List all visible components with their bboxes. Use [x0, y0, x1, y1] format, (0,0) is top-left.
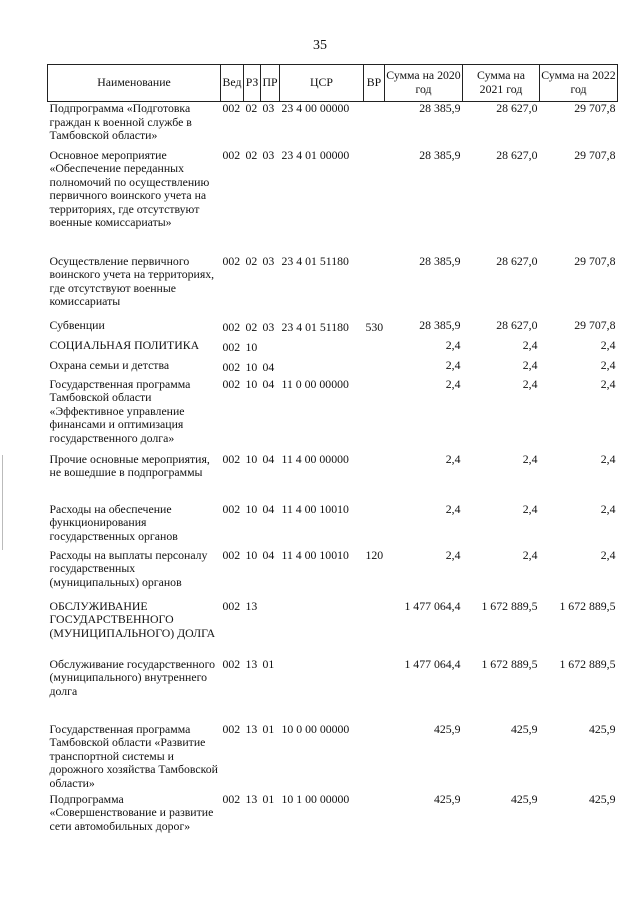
row-sum-2020: 28 385,9 — [419, 317, 461, 332]
row-sum-2021: 2,4 — [522, 357, 538, 372]
row-vr: 530 — [365, 319, 384, 334]
row-name: Прочие основные мероприятия, не вошедшие в подпрограммы — [49, 451, 210, 480]
row-sum-2022: 29 707,8 — [574, 253, 616, 268]
table-row — [48, 149, 618, 255]
row-pr: 03 — [262, 147, 275, 162]
row-pr: 04 — [262, 547, 275, 562]
row-csr: 11 4 00 00000 — [281, 451, 349, 466]
row-csr: 11 0 00 00000 — [281, 376, 349, 391]
header-sum-2020: Сумма на 2020 год — [385, 65, 463, 102]
table-row — [48, 319, 618, 339]
row-sum-2022: 425,9 — [588, 791, 616, 806]
row-ved: 002 — [222, 451, 241, 466]
row-csr — [280, 339, 364, 359]
row-vr — [364, 453, 385, 503]
table-row — [48, 658, 618, 723]
row-sum-2021: 425,9 — [510, 791, 538, 806]
row-pr: 04 — [262, 359, 275, 374]
table-row — [48, 600, 618, 658]
row-sum-2022: 1 672 889,5 — [559, 598, 616, 613]
row-sum-2021: 28 627,0 — [496, 253, 538, 268]
row-ved: 002 — [222, 656, 241, 671]
table-row — [48, 255, 618, 319]
row-ved: 002 — [222, 501, 241, 516]
row-ved: 002 — [222, 147, 241, 162]
table-row — [48, 453, 618, 503]
row-name: Охрана семьи и детства — [49, 357, 170, 372]
row-ved: 002 — [222, 101, 241, 115]
row-sum-2021: 2,4 — [522, 451, 538, 466]
row-sum-2022: 2,4 — [600, 357, 616, 372]
row-pr: 03 — [262, 253, 275, 268]
table-body — [48, 102, 618, 853]
row-pr — [261, 339, 280, 359]
row-vr — [364, 102, 385, 149]
row-sum-2021: 2,4 — [522, 547, 538, 562]
row-pr: 01 — [262, 721, 275, 736]
row-vr — [364, 503, 385, 549]
row-name: Обслуживание государственного (муниципального) внутреннего долга — [49, 656, 216, 698]
row-sum-2021: 2,4 — [522, 376, 538, 391]
row-sum-2022: 425,9 — [588, 721, 616, 736]
row-rz: 13 — [245, 598, 258, 613]
header-sum-2022: Сумма на 2022 год — [540, 65, 618, 102]
row-pr: 03 — [262, 101, 275, 115]
row-name: Субвенции — [49, 317, 105, 332]
row-ved: 002 — [222, 359, 241, 374]
row-sum-2020: 1 477 064,4 — [404, 656, 461, 671]
row-sum-2020: 28 385,9 — [419, 101, 461, 115]
row-rz: 10 — [245, 547, 258, 562]
table-row — [48, 339, 618, 359]
budget-table — [47, 64, 618, 853]
row-name: Подпрограмма «Подготовка граждан к военной службе в Тамбовской области» — [49, 101, 192, 143]
row-sum-2020: 2,4 — [445, 501, 461, 516]
row-sum-2021: 2,4 — [522, 337, 538, 352]
row-vr — [364, 793, 385, 853]
row-csr — [280, 658, 364, 723]
row-pr: 04 — [262, 376, 275, 391]
row-sum-2021: 1 672 889,5 — [481, 598, 538, 613]
row-rz: 13 — [245, 656, 258, 671]
row-name: Расходы на выплаты персоналу государственных (муниципальных) органов — [49, 547, 208, 589]
row-csr: 10 0 00 00000 — [281, 721, 350, 736]
table-row — [48, 102, 618, 149]
row-sum-2020: 28 385,9 — [419, 147, 461, 162]
row-pr — [261, 600, 280, 658]
row-name: Основное мероприятие «Обеспечение переданных полномочий по осуществлению первичного воинского учета на территориях, где отсутствуют военные комиссариаты» — [49, 147, 210, 230]
row-name: СОЦИАЛЬНАЯ ПОЛИТИКА — [49, 337, 200, 352]
header-pr: ПР — [261, 65, 280, 102]
page-number: 35 — [313, 38, 327, 53]
header-ved: Вед — [221, 65, 244, 102]
row-sum-2022: 2,4 — [600, 451, 616, 466]
row-sum-2022: 29 707,8 — [574, 147, 616, 162]
table-row — [48, 549, 618, 600]
row-csr: 23 4 01 51180 — [281, 253, 349, 268]
table-row — [48, 503, 618, 549]
row-name: Осуществление первичного воинского учета на территориях, где отсутствуют военные комиссариаты — [49, 253, 215, 309]
row-sum-2020: 425,9 — [433, 791, 461, 806]
row-sum-2020: 1 477 064,4 — [404, 598, 461, 613]
row-ved: 002 — [222, 547, 241, 562]
header-rz: РЗ — [244, 65, 261, 102]
row-rz: 10 — [245, 451, 258, 466]
row-sum-2020: 2,4 — [445, 547, 461, 562]
row-sum-2022: 2,4 — [600, 337, 616, 352]
row-rz: 02 — [245, 319, 258, 334]
row-rz: 02 — [245, 101, 258, 115]
row-sum-2022: 2,4 — [600, 501, 616, 516]
row-name: Подпрограмма «Совершенствование и развитие сети автомобильных дорог» — [49, 791, 214, 833]
row-ved: 002 — [222, 721, 241, 736]
row-vr — [364, 378, 385, 453]
table-header-row — [48, 65, 618, 102]
row-csr — [280, 600, 364, 658]
row-sum-2022: 2,4 — [600, 376, 616, 391]
row-vr — [364, 255, 385, 319]
row-sum-2022: 29 707,8 — [574, 317, 616, 332]
row-sum-2021: 28 627,0 — [496, 147, 538, 162]
header-vr: ВР — [364, 65, 385, 102]
row-name: ОБСЛУЖИВАНИЕ ГОСУДАРСТВЕННОГО (МУНИЦИПАЛЬНОГО) ДОЛГА — [49, 598, 216, 640]
row-rz: 10 — [245, 339, 258, 354]
row-sum-2021: 1 672 889,5 — [481, 656, 538, 671]
row-sum-2022: 29 707,8 — [574, 101, 616, 115]
row-pr: 04 — [262, 501, 275, 516]
row-rz: 10 — [245, 376, 258, 391]
row-vr — [364, 359, 385, 378]
row-vr — [364, 600, 385, 658]
row-sum-2022: 2,4 — [600, 547, 616, 562]
row-name: Расходы на обеспечение функционирования государственных органов — [49, 501, 178, 543]
table-row — [48, 378, 618, 453]
row-sum-2020: 425,9 — [433, 721, 461, 736]
row-rz: 02 — [245, 147, 258, 162]
row-ved: 002 — [222, 253, 241, 268]
row-pr: 01 — [262, 791, 275, 806]
row-sum-2020: 2,4 — [445, 376, 461, 391]
row-sum-2020: 28 385,9 — [419, 253, 461, 268]
row-pr: 01 — [262, 656, 275, 671]
row-vr — [364, 149, 385, 255]
row-sum-2021: 2,4 — [522, 501, 538, 516]
row-csr: 11 4 00 10010 — [281, 501, 349, 516]
row-name: Государственная программа Тамбовской области «Эффективное управление финансами и оптимизация государственного долга» — [49, 376, 191, 445]
row-csr: 23 4 01 51180 — [281, 319, 349, 334]
row-sum-2021: 28 627,0 — [496, 101, 538, 115]
row-ved: 002 — [222, 339, 241, 354]
table-row — [48, 793, 618, 853]
row-csr — [280, 359, 364, 378]
row-vr — [364, 723, 385, 793]
row-rz: 13 — [245, 721, 258, 736]
row-sum-2020: 2,4 — [445, 451, 461, 466]
table-row — [48, 723, 618, 793]
row-vr: 120 — [365, 547, 384, 562]
row-sum-2021: 28 627,0 — [496, 317, 538, 332]
row-pr: 04 — [262, 451, 275, 466]
row-ved: 002 — [222, 598, 241, 613]
row-vr — [364, 658, 385, 723]
row-csr: 10 1 00 00000 — [281, 791, 350, 806]
row-sum-2020: 2,4 — [445, 337, 461, 352]
row-csr: 23 4 01 00000 — [281, 147, 350, 162]
row-sum-2021: 425,9 — [510, 721, 538, 736]
row-rz: 10 — [245, 501, 258, 516]
row-sum-2022: 1 672 889,5 — [559, 656, 616, 671]
row-pr: 03 — [262, 319, 275, 334]
header-csr: ЦСР — [280, 65, 364, 102]
header-name: Наименование — [48, 65, 221, 102]
row-ved: 002 — [222, 376, 241, 391]
row-name: Государственная программа Тамбовской области «Развитие транспортной системы и дорожного хозяйства Тамбовской области» — [49, 721, 218, 790]
row-csr: 23 4 00 00000 — [281, 101, 350, 115]
row-csr: 11 4 00 10010 — [281, 547, 349, 562]
row-ved: 002 — [222, 791, 241, 806]
row-rz: 13 — [245, 791, 258, 806]
header-sum-2021: Сумма на 2021 год — [463, 65, 540, 102]
row-ved: 002 — [222, 319, 241, 334]
row-sum-2020: 2,4 — [445, 357, 461, 372]
scan-margin-mark — [2, 455, 3, 550]
row-rz: 02 — [245, 253, 258, 268]
row-rz: 10 — [245, 359, 258, 374]
row-vr — [364, 339, 385, 359]
table-row — [48, 359, 618, 378]
